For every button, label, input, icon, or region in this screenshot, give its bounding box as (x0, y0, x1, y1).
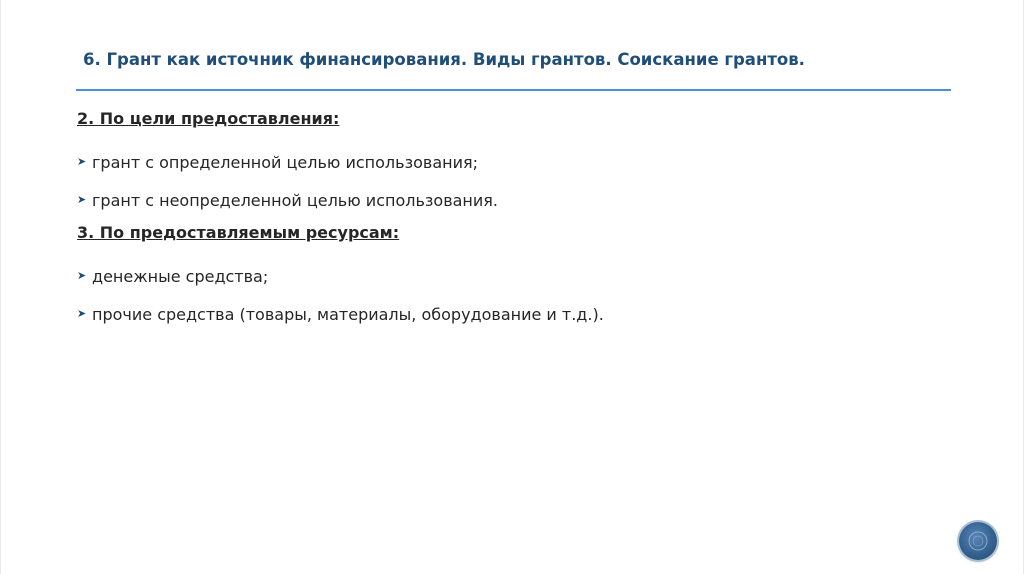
title-divider (76, 89, 951, 91)
section-heading-purpose: 2. По цели предоставления: (77, 109, 340, 128)
list-item (77, 258, 937, 296)
list-item-text: грант с неопределенной целью использования. (92, 191, 498, 210)
arrow-bullet-icon: ➤ (77, 193, 87, 206)
arrow-bullet-icon: ➤ (77, 155, 87, 168)
list-item (77, 144, 937, 182)
slide-title: 6. Грант как источник финансирования. Виды грантов. Соискание грантов. (83, 50, 805, 69)
list-item-text: грант с определенной целью использования; (92, 153, 478, 172)
section-heading-resources: 3. По предоставляемым ресурсам: (77, 223, 400, 242)
list-item (77, 296, 937, 334)
list-item (77, 182, 937, 220)
arrow-bullet-icon: ➤ (77, 307, 87, 320)
slide-content (77, 106, 937, 334)
list-item-text: денежные средства; (92, 267, 269, 286)
badge-emblem-icon (967, 530, 989, 552)
slide-number-badge-icon[interactable] (959, 522, 997, 560)
list-item-text: прочие средства (товары, материалы, оборудование и т.д.). (92, 305, 604, 324)
arrow-bullet-icon: ➤ (77, 269, 87, 282)
